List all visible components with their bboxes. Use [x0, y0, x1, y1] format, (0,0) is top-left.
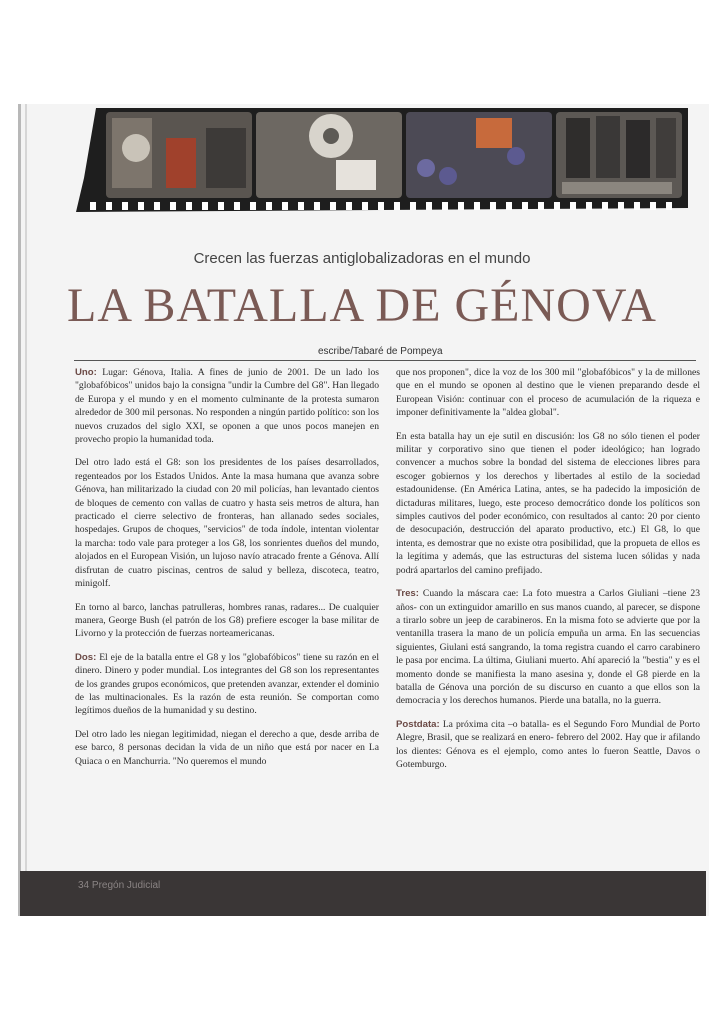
paragraph: que nos proponen", dice la voz de los 300 mil "globafóbicos" y la de millones que en el mundo se oponen al destino que le vienen preparando desde el European Visión: continuar con el proceso de acumulación de la riqueza e imponer definitivamente la "aldea global". — [396, 367, 700, 419]
article-column-right — [396, 366, 700, 781]
paragraph-postdata — [396, 718, 700, 772]
paragraph-text: El eje de la batalla entre el G8 y los "globafóbicos" tiene su razón en el dinero. Dinero y poder mundial. Los integrantes del G8 son los representantes de los grandes grupos económicos, que pretenden avanzar, extender el dominio de las multinacionales. Es la razón de esta reunión. Se comportan como legítimos dueños de la humanidad y su destino. — [75, 651, 379, 717]
byline-rule — [74, 360, 696, 361]
paragraph-uno — [75, 366, 379, 446]
section-lead-tres: Tres: — [396, 588, 419, 600]
paragraph-text: La próxima cita –o batalla- es el Segundo Foro Mundial de Porto Alegre, Brasil, que se realizará en enero- febrero del 2002. Hay que ir afilando los dientes: Génova es el ejemplo, como antes lo fueron Seattle, Davos o Gotemburgo. — [396, 718, 700, 770]
paragraph-dos — [75, 651, 379, 718]
paragraph-tres — [396, 587, 700, 708]
paragraph: En torno al barco, lanchas patrulleras, hombres ranas, radares... De cualquier manera, George Bush (el patrón de los G8) prefiere escoger la base militar de Livorno y la protección de fuerzas norteamericanas. — [75, 601, 379, 640]
paragraph: Del otro lado está el G8: son los presidentes de los países desarrollados, regenteados por los Estados Unidos. Ante la masa humana que avanza sobre Génova, han militarizado la ciudad con 20 mil policías, han levantado cientos de bloques de cemento con vallas de cuatro y hasta seis metros de altura, han practicado el cierre selectivo de fronteras, han allanado sedes sociales, hospedajes. Grupos de choques, "servicios" de toda índole, intentan violentar la marcha: todo vale para proteger a los G8, los sonrientes dueños del mundo, alojados en el European Visión, un lujoso navío atracado frente a Génova. Allí disfrutan de cuatro piscinas, centros de salud y belleza, discoteca, teatro, minigolf. — [75, 457, 379, 590]
paragraph: En esta batalla hay un eje sutil en discusión: los G8 no sólo tienen el poder militar y corporativo sino que tienen el poder ideológico; han logrado convencer a muchos sobre la bondad del sistema de elecciones libres para escoger gobiernos y los derechos y libertades al estilo de la sociedad estadounidense. (En América Latina, antes, se ha padecido la imposición de dictaduras militares, luego, este proceso democrático donde los políticos son simples cautivos del poder económico, con resultados al canto: 20 por ciento de desocupación, destrucción del aparato productivo, etc.) El G8, lo que intenta, es demostrar que no existe otra posibilidad, que la propueta de ellos es la legítima y además, que las estructuras del sistema lucen sólidas y nada podrá apartarlos del camino prefijado. — [396, 430, 700, 576]
paragraph-text: Cuando la máscara cae: La foto muestra a Carlos Giuliani –tiene 23 años- con un extinguidor amarillo en sus manos cuando, al parecer, se dispone a tirarlo sobre un jeep de carabineros. En la misma foto se advierte que por la ventanilla trasera la mano de un policía empuña un arma. En las secuencias siguientes, Giulani está sangrando, la toma registra cuando el carro carabinero le pasa por encima. La última, Giuliani muerto. Ahí apareció la "bestia" y es el momento donde se manifiesta la mano asesina y, donde el G8 pierde en la batalla de Génova una porción de su discurso en cuanto a que ellos son la democracia y los derechos humanos. Pierde una batalla, no la guerra. — [396, 588, 700, 707]
footer-band — [20, 871, 706, 916]
paragraph: Del otro lado les niegan legitimidad, niegan el derecho a que, desde arriba de ese barco, 8 personas decidan la vida de un niño que está por nacer en La Quiaca o en Manchurria. "No queremos el mundo — [75, 728, 379, 767]
section-lead-dos: Dos: — [75, 651, 97, 663]
byline: escribe/Tabaré de Pompeya — [318, 346, 443, 357]
paragraph-text: Lugar: Génova, Italia. A fines de junio de 2001. De un lado los "globafóbicos" unidos bajo la consigna "undir la Cumbre del G8". Han llegado de Europa y el mundo y en el momento culminante de la protesta sumaron alrededor de 300 mil personas. No responden a ningún partido político: son los nuevos cruzados del siglo XXI, se oponen a que unos pocos manejen en provecho propio la humanidad toda. — [75, 367, 379, 446]
section-lead-uno: Uno: — [75, 367, 97, 378]
film-strip-photos — [76, 108, 688, 224]
article-column-left — [75, 366, 379, 778]
section-lead-postdata: Postdata: — [396, 718, 440, 730]
headline-kicker: Crecen las fuerzas antiglobalizadoras en el mundo — [193, 250, 531, 267]
headline-title: LA BATALLA DE GÉNOVA — [67, 279, 657, 332]
page-footer-label: 34 Pregón Judicial — [78, 880, 161, 891]
